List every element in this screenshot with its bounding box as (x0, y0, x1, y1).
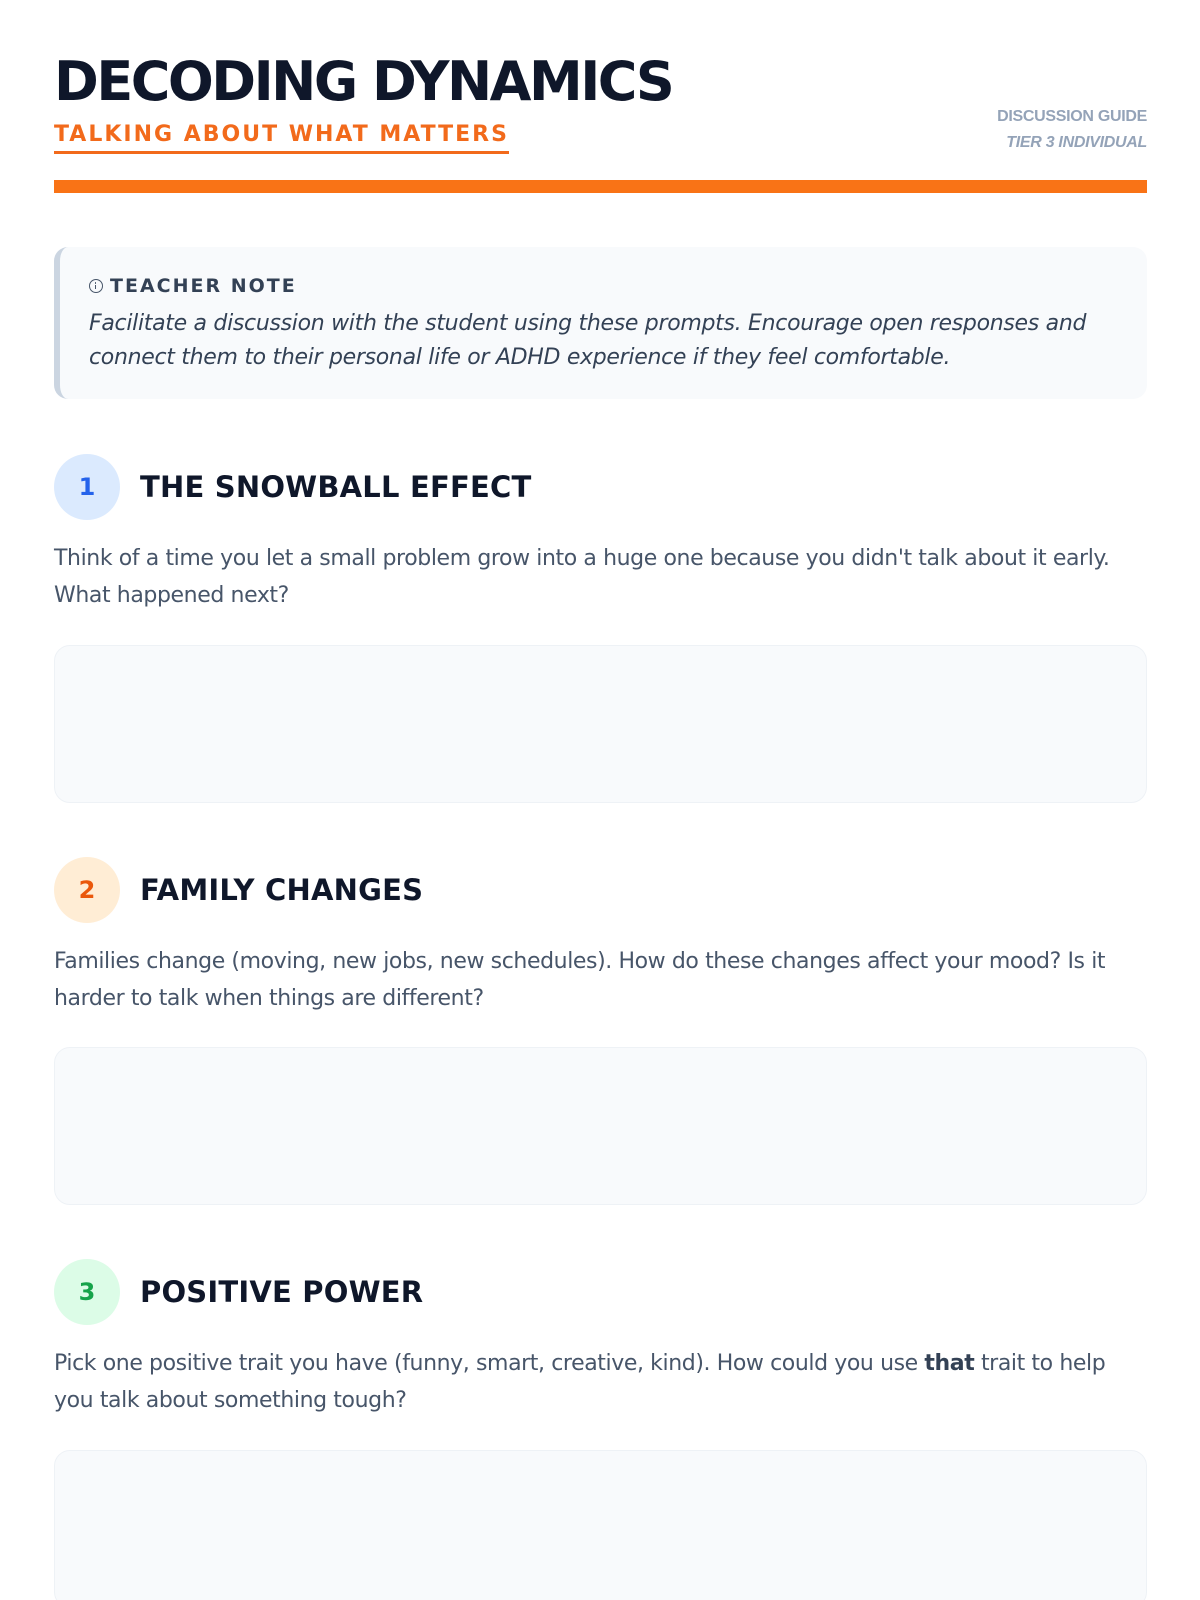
prompt-text-end: trait to help you talk about something tough? (54, 1351, 1106, 1413)
question-prompt: Think of a time you let a small problem grow into a huge one because you didn't talk about it early. What happened next? (54, 546, 1110, 608)
page-header (54, 0, 1147, 194)
question-prompt: Families change (moving, new jobs, new schedules). How do these changes affect your mood? Is it harder to talk when things are different? (54, 949, 1106, 1011)
answer-box-3[interactable] (54, 1450, 1147, 1600)
page-title: DECODING DYNAMICS (54, 50, 673, 113)
question-heading (54, 856, 1147, 924)
page-subtitle: TALKING ABOUT WHAT MATTERS (54, 122, 509, 154)
teacher-note-text: Facilitate a discussion with the student using these prompts. Encourage open responses and connect them to their personal life or ADHD experience if they feel comfortable. (89, 311, 1087, 370)
teacher-note-heading: TEACHER NOTE (110, 275, 297, 297)
question-title: FAMILY CHANGES (140, 873, 424, 907)
question-title: THE SNOWBALL EFFECT (140, 470, 532, 504)
question-1 (54, 453, 1147, 614)
question-number-badge: 3 (54, 1259, 120, 1325)
question-prompt (54, 1345, 1147, 1419)
teacher-note (54, 247, 1147, 399)
answer-box-2[interactable] (54, 1047, 1147, 1205)
question-number-badge: 1 (54, 454, 120, 520)
question-2 (54, 856, 1147, 1017)
info-icon (89, 279, 103, 293)
teacher-note-heading-row (89, 273, 1119, 299)
question-heading (54, 1258, 1147, 1326)
answer-box-1[interactable] (54, 645, 1147, 803)
header-divider (54, 180, 1147, 193)
question-3 (54, 1258, 1147, 1419)
guide-tier: TIER 3 INDIVIDUAL (1006, 134, 1147, 151)
guide-meta (997, 104, 1147, 156)
question-heading (54, 453, 1147, 521)
prompt-text-start: Pick one positive trait you have (funny, smart, creative, kind). How could you use (54, 1351, 925, 1376)
question-title: POSITIVE POWER (140, 1275, 424, 1309)
question-number-badge: 2 (54, 857, 120, 923)
worksheet-page (54, 0, 1147, 1413)
prompt-emphasis: that (924, 1351, 975, 1376)
guide-type: DISCUSSION GUIDE (997, 108, 1147, 125)
